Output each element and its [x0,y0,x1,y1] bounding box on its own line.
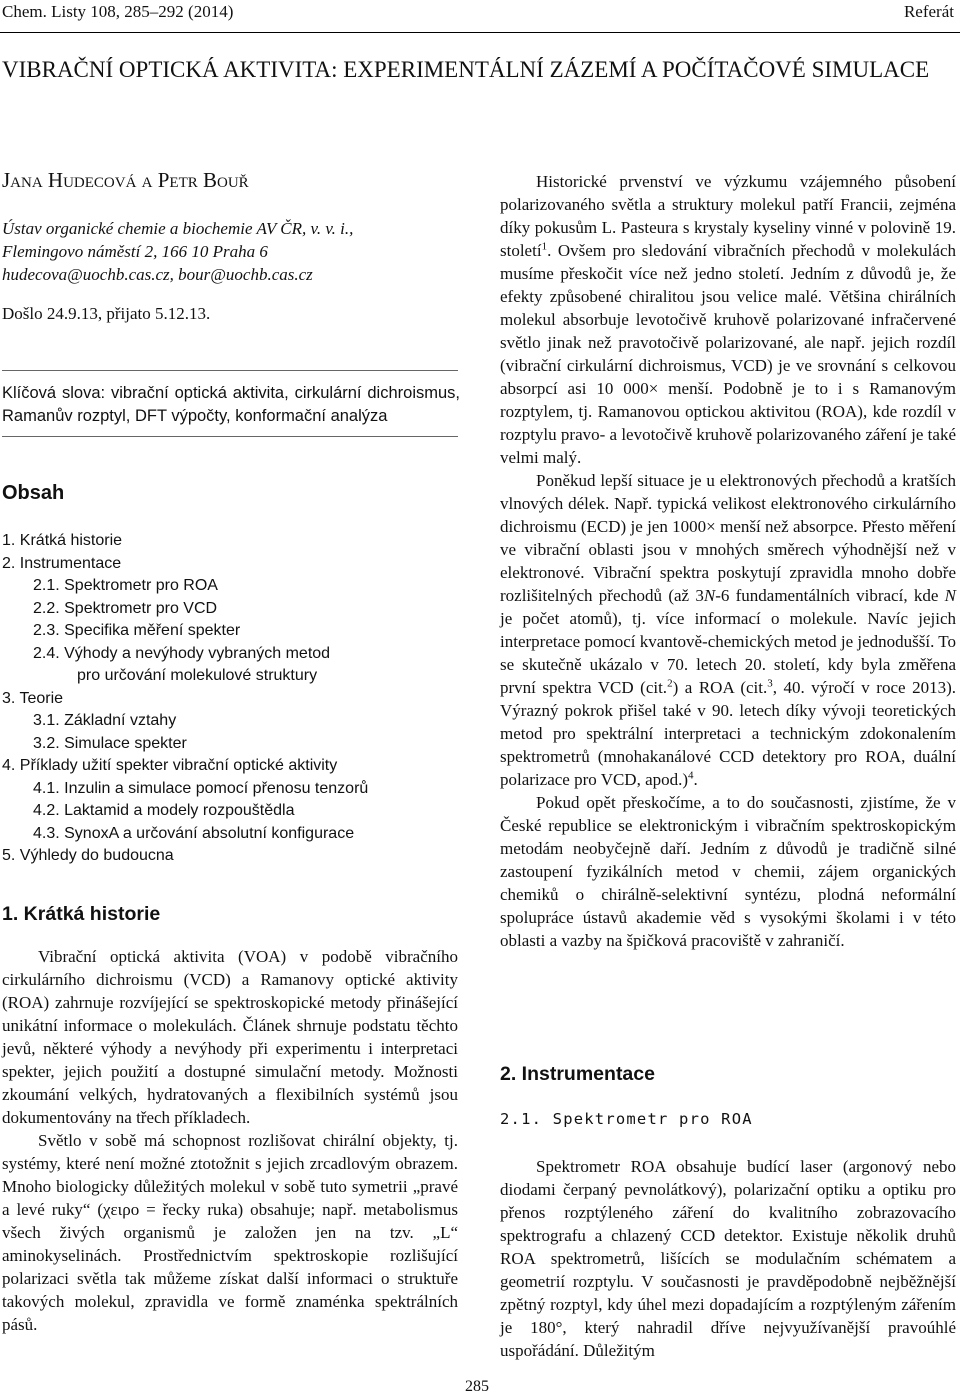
keywords-top-rule [2,370,458,371]
page-number: 285 [465,1378,489,1395]
toc-item: 2.4. Výhody a nevýhody vybraných metod [33,644,331,662]
paragraph: Vibrační optická aktivita (VOA) v podobě vibračního cirkulárního dichroismu (VCD) a Ramanovy optické aktivity (ROA) zahrnuje rozvíjející se spektroskopické metody přinášející unikátní informace o molekulách. Článek shrnuje podstatu těchto jevů, některé výhody a nevýhody při experimentu i interpretaci spekter, jejich použití a dostupné simulační metody. Možnosti zkoumání velkých, hydratovaných a flexibilních systémů jsou dokumentovány na třech příkladech. [2,947,458,1127]
toc-item: 4.2. Laktamid a modely rozpouštědla [33,802,295,819]
section-1-heading: 1. Krátká historie [2,903,161,925]
section-2-1-body [500,1155,956,1362]
paragraph: Spektrometr ROA obsahuje budící laser (argonový nebo diodami čerpaný pevnolátkový), polarizační optiku a optiku pro přenos rozptýleného záření do kvalitního zobrazovacího spektrografu a chlazený CCD detektor. Existuje několik druhů ROA spektrometrů, lišících se modulačním schématem a geometrií rozptylu. V současnosti je pravděpodobně nejběžnější zpětný rozptyl, kdy úhel mezi dopadajícím a rozptýleným zářením je 180°, který nahradil dříve nejvyužívanější pravoúhlé uspořádání. Důležitým [500,1157,956,1360]
citation-ref: 1 [541,240,548,253]
right-column-body [500,170,956,952]
keywords: Klíčová slova: vibrační optická aktivita, cirkulární dichroismus, Ramanův rozptyl, DFT výpočty, konformační analýza [2,384,460,425]
toc-item: 5. Výhledy do budoucna [2,847,174,864]
toc-item: 2.3. Specifika měření spekter [33,622,241,639]
paragraph: Pokud opět přeskočíme, a to do současnosti, zjistíme, že v České republice se elektronickým i vibračním spektroskopickým metodám neobyčejně daří. Jedním z důvodů je tradičně silné zastoupení fyzikálních metod v chemii, zájem organických chemiků o chirálně-selektivní syntézu, plodná neformální spolupráce ústavů akademie věd s vysokými školami i v této oblasti a vazby na špičková pracoviště v zahraničí. [500,793,956,950]
citation-ref: 3 [767,677,773,690]
authors: Jana Hudecová a Petr Bouř [2,168,249,192]
toc-item: 4. Příklady užití spekter vibrační optické aktivity [2,757,338,774]
toc-item: 2.2. Spektrometr pro VCD [33,599,218,617]
citation-ref: 2 [667,677,673,690]
received-dates: Došlo 24.9.13, přijato 5.12.13. [2,304,211,323]
toc-title: Obsah [2,482,65,504]
toc-item: 2. Instrumentace [2,554,122,572]
header-divider [0,32,960,33]
article-title: VIBRAČNÍ OPTICKÁ AKTIVITA: EXPERIMENTÁLNÍ ZÁZEMÍ A POČÍTAČOVÉ SIMULACE [2,57,930,82]
affiliation-emails: hudecova@uochb.cas.cz, bour@uochb.cas.cz [2,265,313,284]
section-2-1-heading: 2.1. Spektrometr pro ROA [500,1110,753,1128]
paragraph: Poněkud lepší situace je u elektronových přechodů a kratších vlnových délek. Např. typická velikost elektronového cirkulárního dichroismu (ECD) je jen 1000× menší než absorpce. Přesto měření ve vibrační oblasti jsou v mnohých směrech výhodnější než v elektronové. Vibrační spektra poskytují zpravidla mnoho dobře rozlišitelných přechodů (až 3N-6 fundamentálních vibrací, kde N je počet atomů), tj. více informací o molekule. Navíc jejich interpretace pomocí kvantově-chemických metod je jednodušší. To se skutečně ukázalo v 70. letech 20. století, kdy byla změřena první spektra VCD (cit.$^2$) a ROA (cit.$^3$, 40. výročí v roce 2013). Výrazný pokrok přišel také v 90. letech díky vývoji teoretických metod pro spektrální interpretaci a technickým zdokonalením spektrometrů (mnohakanálové CCD detektory pro ROA, duální polarizace pro VCD, apod.)$^4$. [500,471,956,789]
citation-ref: 4 [688,769,694,782]
section-1-body [2,945,458,1336]
toc-item: 4.3. SynoxA a určování absolutní konfigurace [33,824,355,842]
affiliation-line: Flemingovo náměstí 2, 166 10 Praha 6 [2,242,268,261]
toc-item: 3.1. Základní vztahy [33,712,177,729]
paragraph: Historické prvenství ve výzkumu vzájemného působení polarizovaného světla a struktury molekul patří Francii, zejména díky pokusům L. Pasteura s krystaly kyseliny vinné v polovině 19. století$^1$. Ovšem pro sledování vibračních přechodů v molekulách musíme přeskočit více než jedno století. Jedním z důvodů je, že efekty způsobené chiralitou jsou velice malé. Většina chirálních molekul absorbuje levotočivě kruhově polarizované infračervené světlo jinak než pravotočivě polarizované, ale např. jejich rozdíl (vibrační cirkulární dichroismus, VCD) je ve srovnání s celkovou absorpcí asi 10 000× menší. Podobně je to i s Ramanovým rozptylem, tj. Ramanovou optickou aktivitou (ROA), kde rozdíl v rozptylu pravo- a levotočivě kruhově polarizovaného záření je také velmi malý. [500,172,956,467]
toc-item: 1. Krátká historie [2,532,123,549]
affiliation [2,217,452,286]
toc-item: 3. Teorie [2,689,64,707]
running-header [2,2,954,28]
article-type: Referát [903,2,954,21]
keywords-bottom-rule [2,436,458,437]
journal-citation: Chem. Listy 108, 285–292 (2014) [2,2,234,21]
paragraph: Světlo v sobě má schopnost rozlišovat chirální objekty, tj. systémy, které není možné ztotožnit s jejich zrcadlovým obrazem. Mnoho biologicky důležitých molekul v sobě tuto symetrii „pravé a levé ruky“ (χειρο = řecky ruka) obsahuje; např. metabolismus všech živých organismů je založen jen na tzv. „L“ aminokyselinách. Prostřednictvím spektroskopie rozlišující polarizaci světla tak můžeme získat další informaci o struktuře takových molekul, zpravidla ve formě znaménka spektrálních pásů. [2,1131,458,1334]
table-of-contents [2,530,462,868]
toc-item: 2.1. Spektrometr pro ROA [33,577,218,594]
toc-item: 3.2. Simulace spekter [33,734,187,752]
affiliation-line: Ústav organické chemie a biochemie AV ČR, v. v. i., [2,219,354,238]
section-2-heading: 2. Instrumentace [500,1063,655,1085]
toc-item: pro určování molekulové struktury [77,667,318,684]
toc-item: 4.1. Inzulin a simulace pomocí přenosu tenzorů [33,779,369,797]
